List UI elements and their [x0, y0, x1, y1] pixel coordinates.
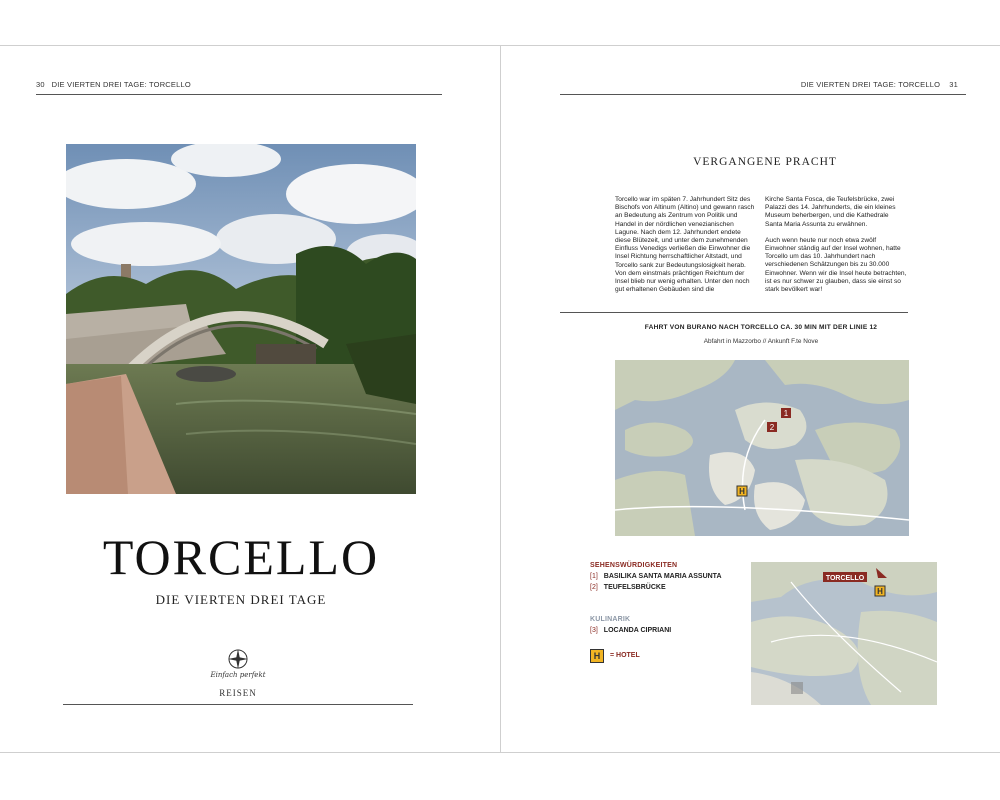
legend-sights-heading: SEHENSWÜRDIGKEITEN: [590, 562, 678, 569]
left-running-head: [36, 80, 191, 89]
legend-number: [1]: [590, 573, 598, 580]
body-paragraph: Auch wenn heute nur noch etwa zwölf Einwohner ständig auf der Insel wohnen, hatte Torcello um das 10. Jahrhundert nach verschiedenen Schätzungen bis zu 30.000 Einwohner. Wenn wir die Insel heute betrachten, ist es nur schwer zu glauben, dass sie einst so stark bevölkert war!: [765, 236, 907, 294]
logo-wordmark: REISEN: [219, 688, 257, 698]
right-running-head-text: DIE VIERTEN DREI TAGE: TORCELLO: [800, 80, 941, 89]
torcello-bridge-photo: [66, 144, 416, 494]
left-footer-rule: [63, 704, 413, 705]
right-header-rule: [560, 94, 966, 95]
lagoon-map: [615, 360, 909, 536]
page-subtitle: DIE VIERTEN DREI TAGE: [155, 592, 327, 607]
hotel-symbol: H: [590, 649, 604, 663]
legend-item: [590, 627, 671, 634]
route-subtitle: Abfahrt in Mazzorbo // Ankunft F.te Nove: [703, 338, 819, 345]
locator-label: TORCELLO: [825, 575, 865, 582]
compass-rose-icon: [227, 648, 249, 670]
left-running-head-text: DIE VIERTEN DREI TAGE: TORCELLO: [51, 80, 191, 89]
route-title: FAHRT VON BURANO NACH TORCELLO CA. 30 MIN MIT DER LINIE 12: [644, 324, 878, 331]
legend-label: LOCANDA CIPRIANI: [603, 627, 672, 634]
body-paragraph: Torcello war im späten 7. Jahrhundert Sitz des Bischofs von Altinum (Altino) und gewann rasch an Bedeutung als Zentrum von Politik und Handel in der nördlichen venezianischen Lagune. Nach dem 12. Jahrhundert endete diese Blütezeit, und unter dem zunehmenden Einfluss Venedigs verließen die Einwohner die Insel Richtung herrschaftlicher Altstadt, und Torcello sank zur Bedeutungslosigkeit herab. Von dem einstmals prächtigen Reichtum der Insel blieb nur wenig erhalten. Unter den noch gut erhaltenen Gebäuden sind die: [615, 196, 755, 294]
locator-hotel-marker: H: [877, 587, 883, 596]
left-header-rule: [36, 94, 442, 95]
section-divider: [560, 312, 908, 313]
hotel-legend-label: = HOTEL: [610, 652, 640, 659]
left-page-number: 30: [36, 80, 45, 89]
legend-label: BASILIKA SANTA MARIA ASSUNTA: [603, 573, 722, 580]
map-marker-1: 1: [783, 409, 789, 418]
legend-item: [590, 573, 722, 580]
legend-food-heading: KULINARIK: [590, 616, 631, 623]
logo-script-text: Einfach perfekt: [210, 671, 266, 679]
right-running-head: [801, 80, 958, 89]
legend-label: TEUFELSBRÜCKE: [603, 584, 666, 591]
section-title: VERGANGENE PRACHT: [693, 156, 837, 168]
publisher-logo: [208, 646, 268, 702]
map-hotel-marker: H: [739, 487, 745, 496]
legend-number: [3]: [590, 627, 598, 634]
page-title: TORCELLO: [102, 529, 380, 585]
map-marker-2: 2: [769, 423, 775, 432]
right-page-number: 31: [949, 80, 958, 89]
torcello-locator-map: [751, 562, 937, 705]
body-paragraph: Kirche Santa Fosca, die Teufelsbrücke, zwei Palazzi des 14. Jahrhunderts, die ein kleines Museum beherbergen, und die Kathedrale Santa Maria Assunta zu erwähnen.: [765, 196, 896, 228]
body-column-2: [765, 196, 907, 302]
legend-item: [590, 584, 666, 591]
legend-number: [2]: [590, 584, 598, 591]
body-column-1: [615, 196, 757, 302]
book-gutter: [500, 45, 501, 753]
